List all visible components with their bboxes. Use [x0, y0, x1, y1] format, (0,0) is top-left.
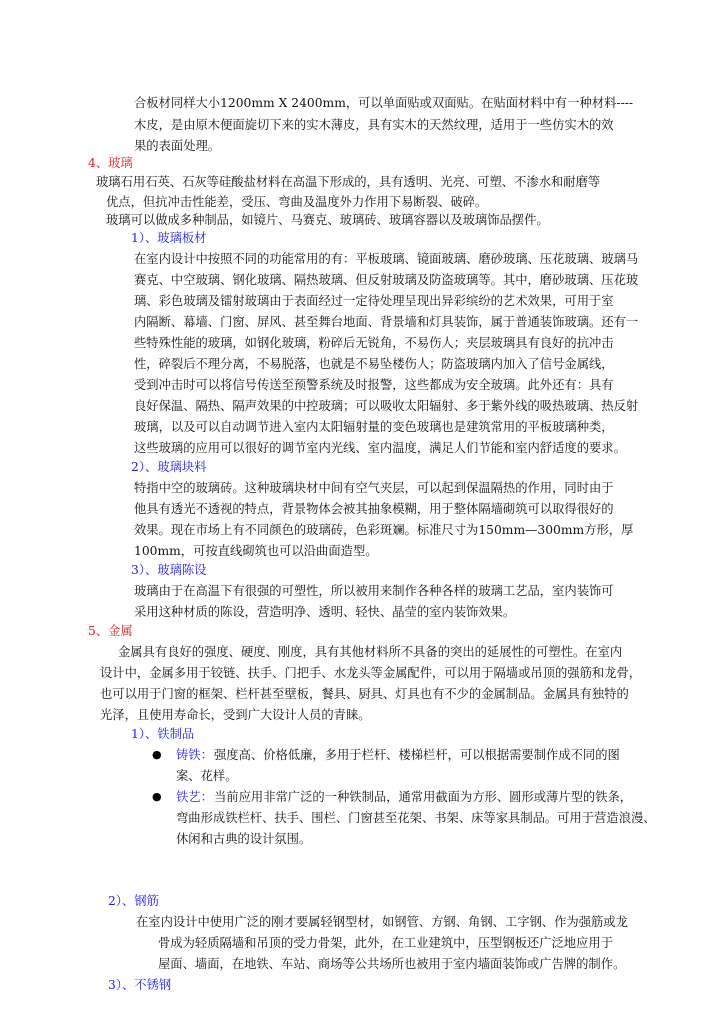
intro-line-2: 木皮，是由原木便面旋切下来的实木薄皮，具有实木的天然纹理，适用于一些仿实木的效 [134, 118, 614, 132]
bullet-dot-icon: ● [152, 748, 162, 761]
glass-sheet-line: 玻璃，以及可以自动调节进入室内太阳辐射量的变色玻璃也是建筑常用的平板玻璃种类， [134, 420, 614, 434]
subheading-stainless-steel: 3）、不锈钢 [108, 978, 172, 992]
glass-sheet-line: 些特殊性能的玻璃，如钢化玻璃，粉碎后无锐角，不易伤人；夹层玻璃具有良好的抗冲击 [134, 336, 614, 350]
glass-block-line: 特指中空的玻璃砖。这种玻璃块材中间有空气夹层，可以起到保温隔热的作用，同时由于 [134, 481, 614, 495]
bullet-term-cast-iron: 铸铁： [176, 748, 213, 762]
subheading-glass-block: 2）、玻璃块料 [131, 460, 207, 474]
bullet-text-line: 弯曲形成铁栏杆、扶手、围栏、门窗甚至花架、书架、床等家具制品。可用于营造浪漫、 [176, 811, 656, 825]
intro-line-3: 果的表面处理。 [134, 139, 221, 153]
metal-intro-line-2: 设计中，金属多用于铰链、扶手、门把手、水龙头等金属配件，可以用于隔墙或吊顶的强筋和龙骨， [100, 666, 642, 680]
glass-sheet-line: 良好保温、隔热、隔声效果的中控玻璃；可以吸收太阳辐射、多于紫外线的吸热玻璃、热反射 [134, 399, 639, 413]
steel-bar-line: 骨成为轻质隔墙和吊顶的受力骨架，此外，在工业建筑中，压型钢板还广泛地应用于 [158, 936, 613, 950]
glass-sheet-line: 受到冲击时可以将信号传送至预警系统及时报警，这些都成为安全玻璃。此外还有：具有 [134, 378, 614, 392]
metal-intro-line-3: 也可以用于门窗的框架、栏杆甚至壁板，餐具、厨具、灯具也有不少的金属制品。金属具有独特的 [100, 687, 629, 701]
glass-block-line: 效果。现在市场上有不同颜色的玻璃砖，色彩斑斓。标准尺寸为150mm—300mm方形，厚 [134, 523, 634, 537]
glass-sheet-line: 璃、彩色玻璃及镭射玻璃由于表面经过一定待处理呈现出异彩缤纷的艺术效果，可用于室 [134, 294, 614, 308]
glass-sheet-line: 赛克、中空玻璃、钢化玻璃、隔热玻璃、但反射玻璃及防盗玻璃等。其中，磨砂玻璃、压花玻 [134, 273, 639, 287]
subheading-steel-bar: 2）、钢筋 [108, 894, 159, 908]
glass-intro-line-1: 玻璃石用石英、石灰等硅酸盐材料在高温下形成的，具有透明、光亮、可塑、不渗水和耐磨等 [96, 175, 601, 189]
glass-block-line: 他具有透光不透视的特点，背景物体会被其抽象模糊，用于整体隔墙砌筑可以取得很好的 [134, 502, 614, 516]
glass-block-line: 100mm，可按直线砌筑也可以沿曲面造型。 [134, 544, 378, 558]
bullet-text-line: 休闲和古典的设计氛围。 [176, 832, 312, 846]
subheading-glass-decor: 3）、玻璃陈设 [131, 563, 207, 577]
steel-bar-line: 在室内设计中使用广泛的刚才要属轻钢型材，如钢管、方钢、角钢、工字钢、作为强筋或龙 [136, 915, 628, 929]
bullet-term-wrought-iron: 铁艺： [176, 790, 213, 804]
metal-intro-line-4: 光泽，且使用寿命长，受到广大设计人员的青睐。 [100, 708, 371, 722]
bullet-dot-icon: ● [152, 790, 162, 803]
metal-intro-line-1: 金属具有良好的强度、硬度、刚度，具有其他材料所不具备的突出的延展性的可塑性。在室内 [118, 645, 623, 659]
glass-intro-line-3: 玻璃可以做成多种制品，如镜片、马赛克、玻璃砖、玻璃容器以及玻璃饰品摆件。 [106, 213, 549, 227]
steel-bar-line: 屋面、墙面，在地铁、车站、商场等公共场所也被用于室内墙面装饰或广告牌的制作。 [158, 957, 626, 971]
glass-decor-line: 采用这种材质的陈设，营造明净、透明、轻快、晶莹的室内装饰效果。 [134, 605, 516, 619]
subheading-glass-sheet: 1）、玻璃板材 [131, 231, 207, 245]
bullet-text-line: 当前应用非常广泛的一种铁制品，通常用截面为方形、圆形或薄片型的铁条， [214, 790, 633, 804]
glass-intro-line-2: 优点，但抗冲击性能差，受压、弯曲及温度外力作用下易断裂、破碎。 [106, 195, 488, 209]
intro-line-1: 合板材同样大小1200mm X 2400mm，可以单面贴或双面贴。在贴面材料中有一种材料---- [134, 96, 634, 110]
section-heading-glass: 4、玻璃 [88, 156, 133, 170]
glass-decor-line: 玻璃由于在高温下有很强的可塑性，所以被用来制作各种各样的玻璃工艺品，室内装饰可 [134, 584, 614, 598]
glass-sheet-line: 在室内设计中按照不同的功能常用的有：平板玻璃、镜面玻璃、磨砂玻璃、压花玻璃、玻璃马 [134, 252, 639, 266]
glass-sheet-line: 这些玻璃的应用可以很好的调节室内光线、室内温度，满足人们节能和室内舒适度的要求。 [134, 441, 626, 455]
subheading-iron: 1）、铁制品 [131, 727, 195, 741]
section-heading-metal: 5、金属 [88, 624, 133, 638]
bullet-text-line: 案、花样。 [176, 769, 238, 783]
glass-sheet-line: 内隔断、幕墙、门窗、屏风、甚至舞台地面、背景墙和灯具装饰，属于普通装饰玻璃。还有一 [134, 315, 639, 329]
glass-sheet-line: 性，碎裂后不理分离，不易脱落，也就是不易坠楼伤人；防盗玻璃内加入了信号金属线， [134, 357, 614, 371]
bullet-text-line: 强度高、价格低廉，多用于栏杆、楼梯栏杆，可以根据需要制作成不同的图 [214, 748, 620, 762]
